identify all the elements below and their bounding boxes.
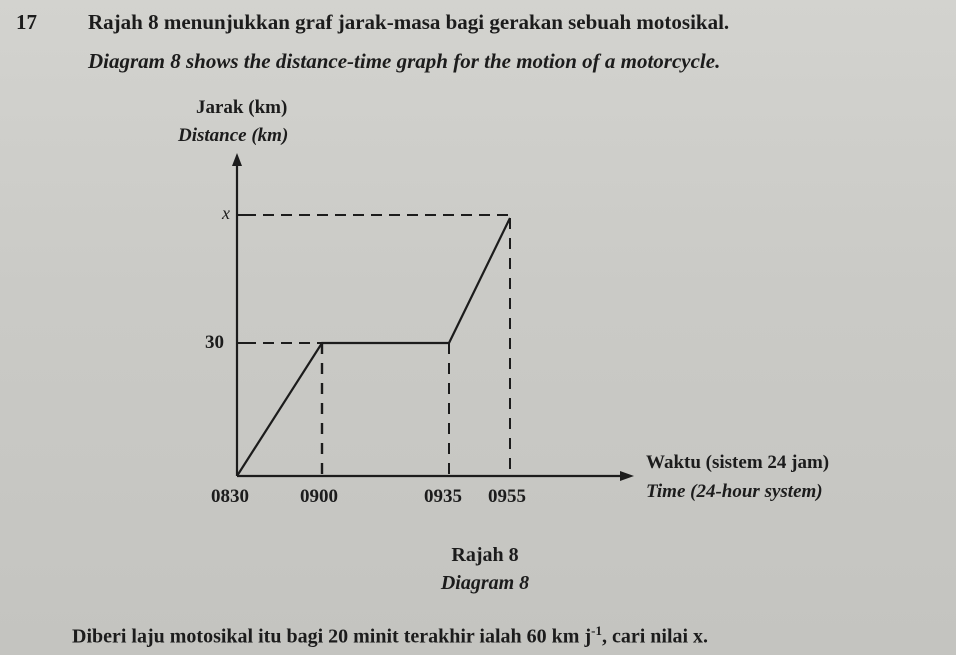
x-tick-label-0955: 0955: [488, 486, 526, 507]
x-axis-label-malay: Waktu (sistem 24 jam): [646, 452, 830, 473]
x-tick-label-0900: 0900: [300, 486, 338, 507]
diagram-caption-malay: Rajah 8: [451, 544, 519, 566]
x-axis-arrow: [620, 471, 634, 481]
given-statement: [72, 624, 708, 647]
x-tick-label-0830: 0830: [211, 486, 249, 507]
given-tail: , cari nilai x.: [601, 625, 709, 648]
question-text-malay: Rajah 8 menunjukkan graf jarak-masa bagi gerakan sebuah motosikal.: [88, 10, 730, 34]
y-tick-label-x: x: [222, 203, 230, 223]
question-number: 17: [16, 10, 37, 34]
question-text-english: Diagram 8 shows the distance-time graph for the motion of a motorcycle.: [88, 49, 721, 73]
diagram-caption-english: Diagram 8: [440, 572, 530, 594]
x-tick-label-0935: 0935: [424, 486, 462, 507]
given-text: Diberi laju motosikal itu bagi 20 minit terakhir ialah 60 km j: [72, 625, 592, 648]
y-axis-arrow: [232, 153, 242, 166]
y-axis-label-malay: Jarak (km): [196, 97, 288, 118]
y-tick-label-30: 30: [205, 332, 224, 353]
x-axis-label-english: Time (24-hour system): [646, 481, 823, 502]
given-exponent: -1: [591, 623, 602, 638]
y-axis-label-english: Distance (km): [178, 125, 289, 146]
motion-line: [237, 218, 510, 476]
